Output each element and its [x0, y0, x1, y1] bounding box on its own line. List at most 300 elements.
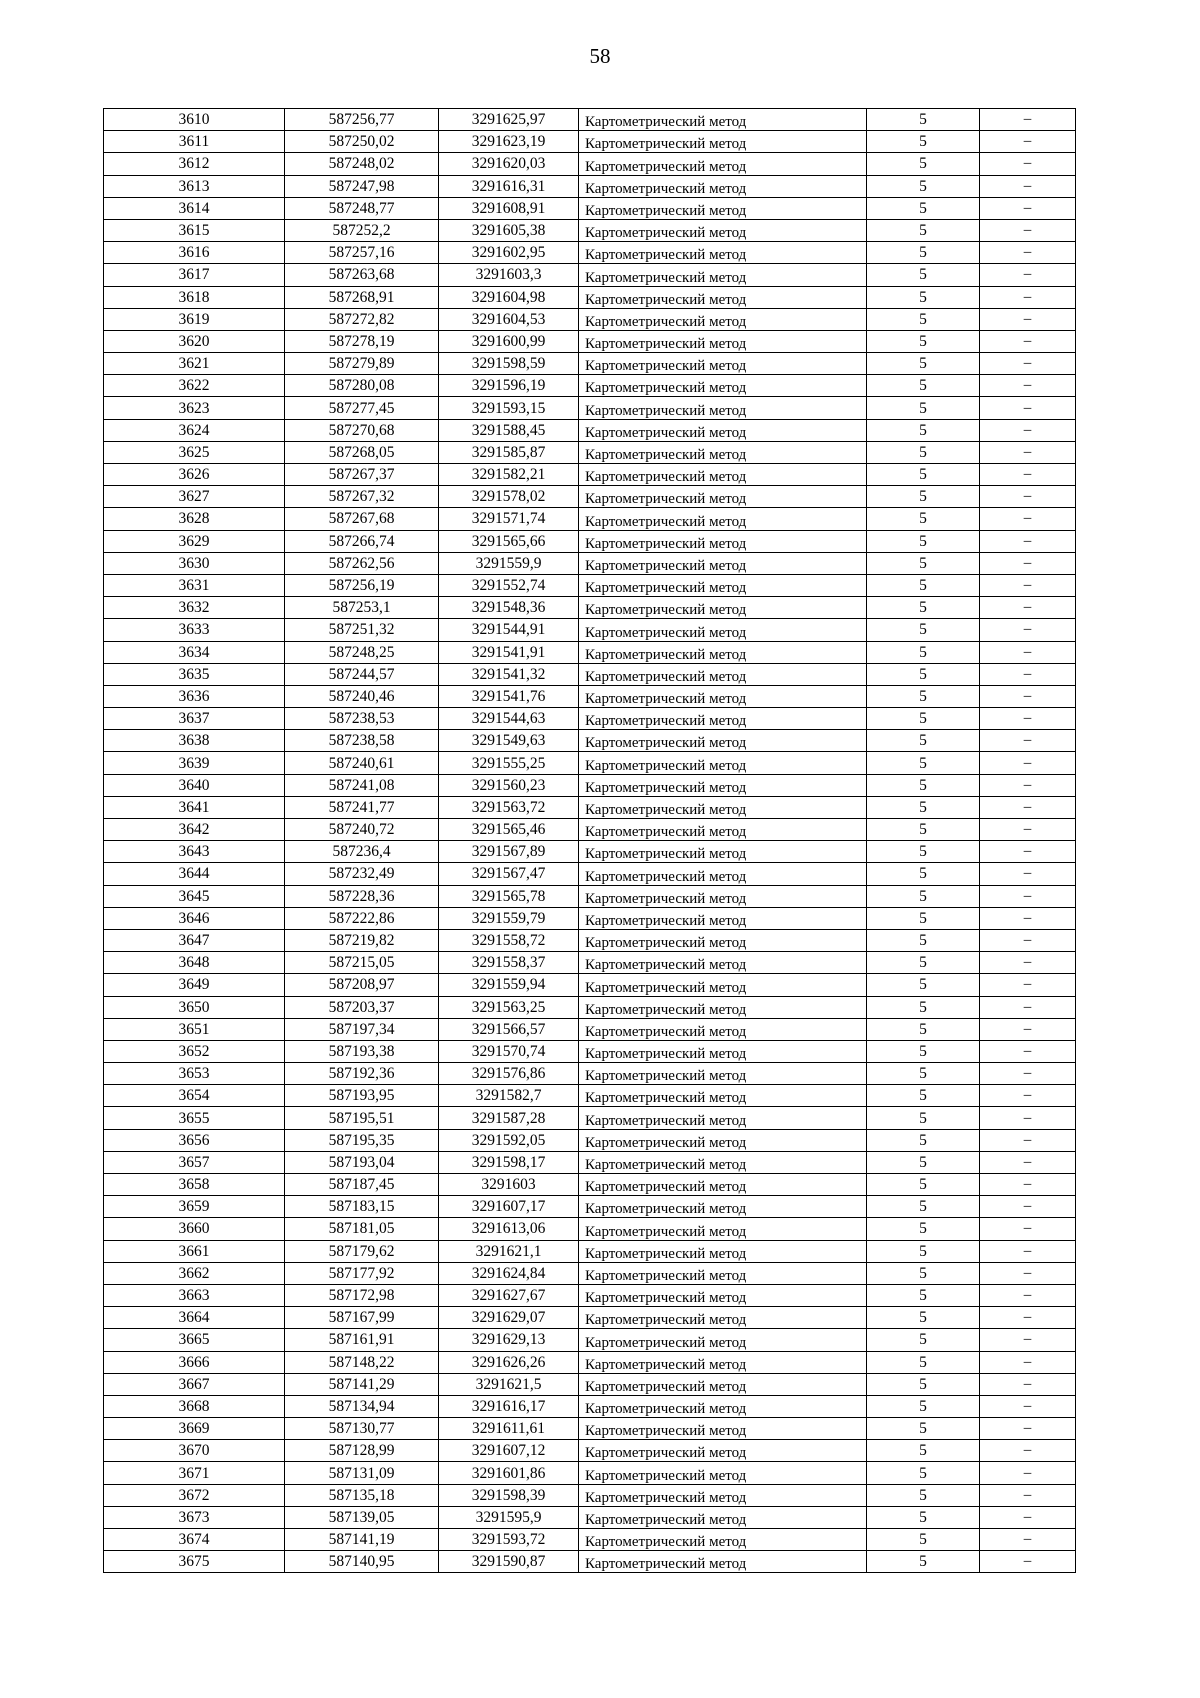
- description-cell: –: [980, 353, 1076, 375]
- point-number-cell: 3652: [104, 1040, 285, 1062]
- method-cell: Картометрический метод: [579, 1418, 867, 1440]
- point-number-cell: 3629: [104, 530, 285, 552]
- accuracy-cell: 5: [867, 1040, 980, 1062]
- x-coordinate-cell: 587179,62: [285, 1240, 439, 1262]
- method-cell: Картометрический метод: [579, 219, 867, 241]
- y-coordinate-cell: 3291559,79: [439, 907, 579, 929]
- y-coordinate-cell: 3291593,15: [439, 397, 579, 419]
- x-coordinate-cell: 587183,15: [285, 1196, 439, 1218]
- x-coordinate-cell: 587130,77: [285, 1418, 439, 1440]
- y-coordinate-cell: 3291565,78: [439, 885, 579, 907]
- point-number-cell: 3613: [104, 175, 285, 197]
- point-number-cell: 3639: [104, 752, 285, 774]
- table-row: [104, 952, 1076, 974]
- description-cell: –: [980, 1040, 1076, 1062]
- method-cell: Картометрический метод: [579, 1063, 867, 1085]
- accuracy-cell: 5: [867, 264, 980, 286]
- point-number-cell: 3662: [104, 1262, 285, 1284]
- x-coordinate-cell: 587268,05: [285, 441, 439, 463]
- x-coordinate-cell: 587195,35: [285, 1129, 439, 1151]
- description-cell: –: [980, 153, 1076, 175]
- y-coordinate-cell: 3291595,9: [439, 1506, 579, 1528]
- accuracy-cell: 5: [867, 774, 980, 796]
- description-cell: –: [980, 619, 1076, 641]
- point-number-cell: 3663: [104, 1284, 285, 1306]
- x-coordinate-cell: 587252,2: [285, 219, 439, 241]
- x-coordinate-cell: 587253,1: [285, 597, 439, 619]
- description-cell: –: [980, 552, 1076, 574]
- x-coordinate-cell: 587167,99: [285, 1307, 439, 1329]
- table-row: [104, 175, 1076, 197]
- table-row: [104, 286, 1076, 308]
- accuracy-cell: 5: [867, 885, 980, 907]
- x-coordinate-cell: 587228,36: [285, 885, 439, 907]
- method-cell: Картометрический метод: [579, 1484, 867, 1506]
- description-cell: –: [980, 219, 1076, 241]
- method-cell: Картометрический метод: [579, 109, 867, 131]
- method-cell: Картометрический метод: [579, 1240, 867, 1262]
- y-coordinate-cell: 3291571,74: [439, 508, 579, 530]
- table-row: [104, 663, 1076, 685]
- y-coordinate-cell: 3291559,94: [439, 974, 579, 996]
- method-cell: Картометрический метод: [579, 419, 867, 441]
- table-row: [104, 819, 1076, 841]
- x-coordinate-cell: 587277,45: [285, 397, 439, 419]
- table-row: [104, 1240, 1076, 1262]
- x-coordinate-cell: 587238,53: [285, 708, 439, 730]
- accuracy-cell: 5: [867, 419, 980, 441]
- x-coordinate-cell: 587240,46: [285, 685, 439, 707]
- accuracy-cell: 5: [867, 1373, 980, 1395]
- x-coordinate-cell: 587197,34: [285, 1018, 439, 1040]
- point-number-cell: 3669: [104, 1418, 285, 1440]
- point-number-cell: 3637: [104, 708, 285, 730]
- description-cell: –: [980, 907, 1076, 929]
- table-row: [104, 974, 1076, 996]
- description-cell: –: [980, 1373, 1076, 1395]
- method-cell: Картометрический метод: [579, 530, 867, 552]
- accuracy-cell: 5: [867, 397, 980, 419]
- method-cell: Картометрический метод: [579, 242, 867, 264]
- x-coordinate-cell: 587248,02: [285, 153, 439, 175]
- y-coordinate-cell: 3291627,67: [439, 1284, 579, 1306]
- table-row: [104, 685, 1076, 707]
- y-coordinate-cell: 3291541,91: [439, 641, 579, 663]
- y-coordinate-cell: 3291582,7: [439, 1085, 579, 1107]
- x-coordinate-cell: 587280,08: [285, 375, 439, 397]
- y-coordinate-cell: 3291602,95: [439, 242, 579, 264]
- x-coordinate-cell: 587240,61: [285, 752, 439, 774]
- table-row: [104, 1329, 1076, 1351]
- point-number-cell: 3625: [104, 441, 285, 463]
- description-cell: –: [980, 641, 1076, 663]
- description-cell: –: [980, 819, 1076, 841]
- method-cell: Картометрический метод: [579, 574, 867, 596]
- point-number-cell: 3648: [104, 952, 285, 974]
- y-coordinate-cell: 3291549,63: [439, 730, 579, 752]
- point-number-cell: 3647: [104, 929, 285, 951]
- method-cell: Картометрический метод: [579, 197, 867, 219]
- y-coordinate-cell: 3291621,5: [439, 1373, 579, 1395]
- x-coordinate-cell: 587177,92: [285, 1262, 439, 1284]
- x-coordinate-cell: 587181,05: [285, 1218, 439, 1240]
- x-coordinate-cell: 587251,32: [285, 619, 439, 641]
- description-cell: –: [980, 131, 1076, 153]
- accuracy-cell: 5: [867, 308, 980, 330]
- page-number: 58: [589, 44, 611, 68]
- method-cell: Картометрический метод: [579, 1373, 867, 1395]
- method-cell: Картометрический метод: [579, 1151, 867, 1173]
- accuracy-cell: 5: [867, 1240, 980, 1262]
- table-row: [104, 1129, 1076, 1151]
- accuracy-cell: 5: [867, 1329, 980, 1351]
- table-row: [104, 574, 1076, 596]
- point-number-cell: 3642: [104, 819, 285, 841]
- accuracy-cell: 5: [867, 486, 980, 508]
- y-coordinate-cell: 3291585,87: [439, 441, 579, 463]
- point-number-cell: 3657: [104, 1151, 285, 1173]
- method-cell: Картометрический метод: [579, 175, 867, 197]
- x-coordinate-cell: 587248,77: [285, 197, 439, 219]
- method-cell: Картометрический метод: [579, 1085, 867, 1107]
- y-coordinate-cell: 3291603,3: [439, 264, 579, 286]
- x-coordinate-cell: 587262,56: [285, 552, 439, 574]
- point-number-cell: 3638: [104, 730, 285, 752]
- x-coordinate-cell: 587193,04: [285, 1151, 439, 1173]
- y-coordinate-cell: 3291570,74: [439, 1040, 579, 1062]
- accuracy-cell: 5: [867, 841, 980, 863]
- table-row: [104, 619, 1076, 641]
- description-cell: –: [980, 330, 1076, 352]
- method-cell: Картометрический метод: [579, 1218, 867, 1240]
- coordinates-table-body: [104, 109, 1076, 1573]
- description-cell: –: [980, 1307, 1076, 1329]
- description-cell: –: [980, 1262, 1076, 1284]
- method-cell: Картометрический метод: [579, 685, 867, 707]
- y-coordinate-cell: 3291587,28: [439, 1107, 579, 1129]
- accuracy-cell: 5: [867, 1107, 980, 1129]
- point-number-cell: 3620: [104, 330, 285, 352]
- y-coordinate-cell: 3291629,07: [439, 1307, 579, 1329]
- y-coordinate-cell: 3291598,59: [439, 353, 579, 375]
- description-cell: –: [980, 1440, 1076, 1462]
- table-row: [104, 464, 1076, 486]
- point-number-cell: 3619: [104, 308, 285, 330]
- point-number-cell: 3636: [104, 685, 285, 707]
- table-row: [104, 219, 1076, 241]
- x-coordinate-cell: 587208,97: [285, 974, 439, 996]
- accuracy-cell: 5: [867, 641, 980, 663]
- table-row: [104, 397, 1076, 419]
- point-number-cell: 3653: [104, 1063, 285, 1085]
- point-number-cell: 3660: [104, 1218, 285, 1240]
- y-coordinate-cell: 3291629,13: [439, 1329, 579, 1351]
- table-row: [104, 508, 1076, 530]
- point-number-cell: 3646: [104, 907, 285, 929]
- point-number-cell: 3659: [104, 1196, 285, 1218]
- accuracy-cell: 5: [867, 1529, 980, 1551]
- description-cell: –: [980, 1107, 1076, 1129]
- y-coordinate-cell: 3291588,45: [439, 419, 579, 441]
- description-cell: –: [980, 1218, 1076, 1240]
- point-number-cell: 3615: [104, 219, 285, 241]
- x-coordinate-cell: 587193,95: [285, 1085, 439, 1107]
- description-cell: –: [980, 1551, 1076, 1573]
- method-cell: Картометрический метод: [579, 996, 867, 1018]
- description-cell: –: [980, 708, 1076, 730]
- description-cell: –: [980, 863, 1076, 885]
- point-number-cell: 3616: [104, 242, 285, 264]
- accuracy-cell: 5: [867, 819, 980, 841]
- table-row: [104, 1307, 1076, 1329]
- accuracy-cell: 5: [867, 175, 980, 197]
- accuracy-cell: 5: [867, 530, 980, 552]
- point-number-cell: 3618: [104, 286, 285, 308]
- y-coordinate-cell: 3291621,1: [439, 1240, 579, 1262]
- accuracy-cell: 5: [867, 1351, 980, 1373]
- point-number-cell: 3656: [104, 1129, 285, 1151]
- point-number-cell: 3666: [104, 1351, 285, 1373]
- table-row: [104, 597, 1076, 619]
- method-cell: Картометрический метод: [579, 1018, 867, 1040]
- table-row: [104, 1462, 1076, 1484]
- table-row: [104, 1107, 1076, 1129]
- table-row: [104, 1085, 1076, 1107]
- y-coordinate-cell: 3291603: [439, 1174, 579, 1196]
- y-coordinate-cell: 3291559,9: [439, 552, 579, 574]
- description-cell: –: [980, 264, 1076, 286]
- point-number-cell: 3635: [104, 663, 285, 685]
- description-cell: –: [980, 974, 1076, 996]
- accuracy-cell: 5: [867, 1506, 980, 1528]
- x-coordinate-cell: 587272,82: [285, 308, 439, 330]
- method-cell: Картометрический метод: [579, 1284, 867, 1306]
- description-cell: –: [980, 1329, 1076, 1351]
- method-cell: Картометрический метод: [579, 841, 867, 863]
- accuracy-cell: 5: [867, 1484, 980, 1506]
- table-row: [104, 419, 1076, 441]
- point-number-cell: 3634: [104, 641, 285, 663]
- description-cell: –: [980, 1129, 1076, 1151]
- table-row: [104, 796, 1076, 818]
- x-coordinate-cell: 587267,68: [285, 508, 439, 530]
- method-cell: Картометрический метод: [579, 264, 867, 286]
- accuracy-cell: 5: [867, 508, 980, 530]
- x-coordinate-cell: 587256,77: [285, 109, 439, 131]
- accuracy-cell: 5: [867, 1129, 980, 1151]
- x-coordinate-cell: 587148,22: [285, 1351, 439, 1373]
- accuracy-cell: 5: [867, 1085, 980, 1107]
- description-cell: –: [980, 952, 1076, 974]
- method-cell: Картометрический метод: [579, 819, 867, 841]
- description-cell: –: [980, 1063, 1076, 1085]
- point-number-cell: 3668: [104, 1395, 285, 1417]
- description-cell: –: [980, 1462, 1076, 1484]
- table-row: [104, 1529, 1076, 1551]
- method-cell: Картометрический метод: [579, 1462, 867, 1484]
- method-cell: Картометрический метод: [579, 153, 867, 175]
- method-cell: Картометрический метод: [579, 885, 867, 907]
- table-row: [104, 1262, 1076, 1284]
- table-row: [104, 1373, 1076, 1395]
- description-cell: –: [980, 752, 1076, 774]
- method-cell: Картометрический метод: [579, 464, 867, 486]
- description-cell: –: [980, 929, 1076, 951]
- y-coordinate-cell: 3291604,53: [439, 308, 579, 330]
- x-coordinate-cell: 587219,82: [285, 929, 439, 951]
- method-cell: Картометрический метод: [579, 1040, 867, 1062]
- accuracy-cell: 5: [867, 1307, 980, 1329]
- x-coordinate-cell: 587244,57: [285, 663, 439, 685]
- accuracy-cell: 5: [867, 153, 980, 175]
- table-row: [104, 752, 1076, 774]
- y-coordinate-cell: 3291623,19: [439, 131, 579, 153]
- table-row: [104, 242, 1076, 264]
- table-row: [104, 330, 1076, 352]
- y-coordinate-cell: 3291560,23: [439, 774, 579, 796]
- point-number-cell: 3626: [104, 464, 285, 486]
- description-cell: –: [980, 1196, 1076, 1218]
- table-row: [104, 907, 1076, 929]
- accuracy-cell: 5: [867, 464, 980, 486]
- point-number-cell: 3672: [104, 1484, 285, 1506]
- point-number-cell: 3624: [104, 419, 285, 441]
- y-coordinate-cell: 3291544,63: [439, 708, 579, 730]
- description-cell: –: [980, 508, 1076, 530]
- accuracy-cell: 5: [867, 1018, 980, 1040]
- point-number-cell: 3631: [104, 574, 285, 596]
- point-number-cell: 3654: [104, 1085, 285, 1107]
- x-coordinate-cell: 587257,16: [285, 242, 439, 264]
- method-cell: Картометрический метод: [579, 330, 867, 352]
- table-row: [104, 641, 1076, 663]
- description-cell: –: [980, 1018, 1076, 1040]
- point-number-cell: 3671: [104, 1462, 285, 1484]
- accuracy-cell: 5: [867, 109, 980, 131]
- accuracy-cell: 5: [867, 1262, 980, 1284]
- description-cell: –: [980, 1484, 1076, 1506]
- method-cell: Картометрический метод: [579, 1107, 867, 1129]
- x-coordinate-cell: 587266,74: [285, 530, 439, 552]
- table-row: [104, 863, 1076, 885]
- accuracy-cell: 5: [867, 863, 980, 885]
- x-coordinate-cell: 587172,98: [285, 1284, 439, 1306]
- y-coordinate-cell: 3291566,57: [439, 1018, 579, 1040]
- accuracy-cell: 5: [867, 353, 980, 375]
- method-cell: Картометрический метод: [579, 375, 867, 397]
- accuracy-cell: 5: [867, 1418, 980, 1440]
- description-cell: –: [980, 774, 1076, 796]
- table-row: [104, 1063, 1076, 1085]
- x-coordinate-cell: 587131,09: [285, 1462, 439, 1484]
- x-coordinate-cell: 587192,36: [285, 1063, 439, 1085]
- point-number-cell: 3622: [104, 375, 285, 397]
- point-number-cell: 3664: [104, 1307, 285, 1329]
- table-row: [104, 109, 1076, 131]
- accuracy-cell: 5: [867, 375, 980, 397]
- description-cell: –: [980, 530, 1076, 552]
- description-cell: –: [980, 597, 1076, 619]
- description-cell: –: [980, 663, 1076, 685]
- point-number-cell: 3667: [104, 1373, 285, 1395]
- accuracy-cell: 5: [867, 1551, 980, 1573]
- x-coordinate-cell: 587141,29: [285, 1373, 439, 1395]
- method-cell: Картометрический метод: [579, 929, 867, 951]
- point-number-cell: 3645: [104, 885, 285, 907]
- table-row: [104, 929, 1076, 951]
- point-number-cell: 3658: [104, 1174, 285, 1196]
- x-coordinate-cell: 587256,19: [285, 574, 439, 596]
- x-coordinate-cell: 587240,72: [285, 819, 439, 841]
- y-coordinate-cell: 3291567,47: [439, 863, 579, 885]
- y-coordinate-cell: 3291555,25: [439, 752, 579, 774]
- accuracy-cell: 5: [867, 441, 980, 463]
- method-cell: Картометрический метод: [579, 907, 867, 929]
- table-row: [104, 1174, 1076, 1196]
- y-coordinate-cell: 3291563,72: [439, 796, 579, 818]
- method-cell: Картометрический метод: [579, 397, 867, 419]
- table-row: [104, 1395, 1076, 1417]
- method-cell: Картометрический метод: [579, 1440, 867, 1462]
- x-coordinate-cell: 587248,25: [285, 641, 439, 663]
- y-coordinate-cell: 3291607,17: [439, 1196, 579, 1218]
- description-cell: –: [980, 419, 1076, 441]
- x-coordinate-cell: 587250,02: [285, 131, 439, 153]
- y-coordinate-cell: 3291541,32: [439, 663, 579, 685]
- y-coordinate-cell: 3291625,97: [439, 109, 579, 131]
- method-cell: Картометрический метод: [579, 353, 867, 375]
- method-cell: Картометрический метод: [579, 1307, 867, 1329]
- table-row: [104, 197, 1076, 219]
- point-number-cell: 3628: [104, 508, 285, 530]
- description-cell: –: [980, 1506, 1076, 1528]
- point-number-cell: 3612: [104, 153, 285, 175]
- method-cell: Картометрический метод: [579, 308, 867, 330]
- table-row: [104, 996, 1076, 1018]
- method-cell: Картометрический метод: [579, 286, 867, 308]
- y-coordinate-cell: 3291541,76: [439, 685, 579, 707]
- method-cell: Картометрический метод: [579, 863, 867, 885]
- description-cell: –: [980, 375, 1076, 397]
- accuracy-cell: 5: [867, 996, 980, 1018]
- point-number-cell: 3617: [104, 264, 285, 286]
- table-row: [104, 1506, 1076, 1528]
- point-number-cell: 3675: [104, 1551, 285, 1573]
- table-row: [104, 1284, 1076, 1306]
- table-row: [104, 552, 1076, 574]
- table-row: [104, 1040, 1076, 1062]
- accuracy-cell: 5: [867, 1196, 980, 1218]
- x-coordinate-cell: 587236,4: [285, 841, 439, 863]
- table-row: [104, 353, 1076, 375]
- x-coordinate-cell: 587270,68: [285, 419, 439, 441]
- x-coordinate-cell: 587161,91: [285, 1329, 439, 1351]
- accuracy-cell: 5: [867, 1395, 980, 1417]
- method-cell: Картометрический метод: [579, 1506, 867, 1528]
- description-cell: –: [980, 1284, 1076, 1306]
- description-cell: –: [980, 175, 1076, 197]
- point-number-cell: 3627: [104, 486, 285, 508]
- table-row: [104, 131, 1076, 153]
- point-number-cell: 3610: [104, 109, 285, 131]
- x-coordinate-cell: 587241,77: [285, 796, 439, 818]
- point-number-cell: 3651: [104, 1018, 285, 1040]
- description-cell: –: [980, 1085, 1076, 1107]
- method-cell: Картометрический метод: [579, 774, 867, 796]
- x-coordinate-cell: 587279,89: [285, 353, 439, 375]
- method-cell: Картометрический метод: [579, 1174, 867, 1196]
- point-number-cell: 3670: [104, 1440, 285, 1462]
